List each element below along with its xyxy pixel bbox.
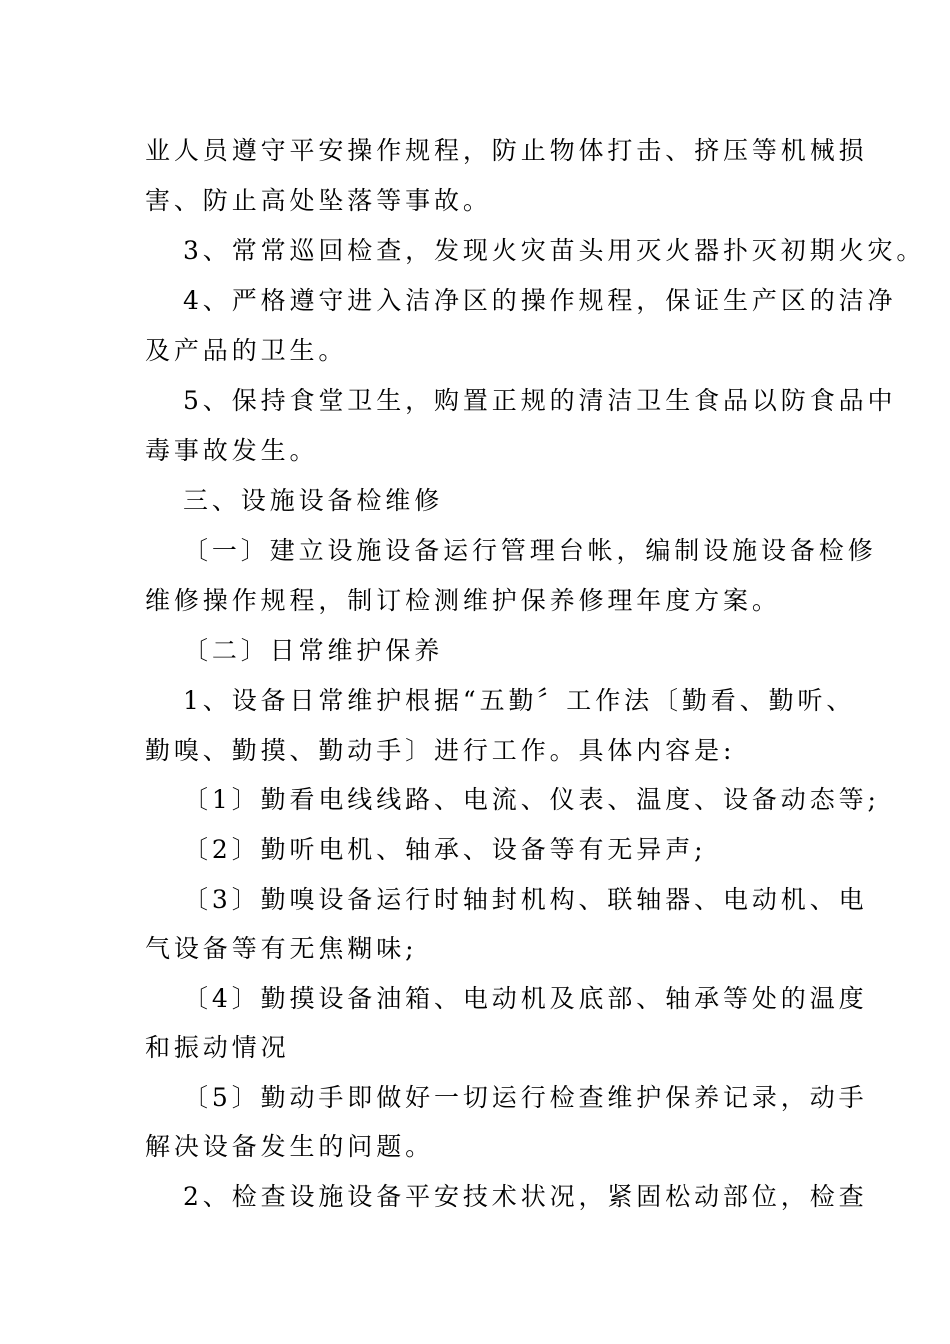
text-line: 〔3〕勤嗅设备运行时轴封机构、联轴器、电动机、电 [183, 885, 868, 914]
text-line: 业人员遵守平安操作规程，防止物体打击、挤压等机械损 [145, 136, 868, 165]
text-line: 〔一〕建立设施设备运行管理台帐，编制设施设备检修 [183, 536, 877, 565]
text-line: 〔5〕勤动手即做好一切运行检查维护保养记录，动手 [183, 1083, 868, 1112]
text-line: 〔4〕勤摸设备油箱、电动机及底部、轴承等处的温度 [183, 984, 868, 1013]
text-line: 〔1〕勤看电线线路、电流、仪表、温度、设备动态等; [183, 785, 880, 814]
text-line: 维修操作规程，制订检测维护保养修理年度方案。 [145, 586, 781, 615]
text-line: 气设备等有无焦糊味; [145, 934, 418, 963]
text-line: 和振动情况 [145, 1033, 290, 1062]
subsection-heading: 〔二〕日常维护保养 [183, 636, 444, 665]
text-line: 勤嗅、勤摸、勤动手〕进行工作。具体内容是: [145, 736, 736, 765]
text-line: 〔2〕勤听电机、轴承、设备等有无异声; [183, 835, 707, 864]
text-line: 毒事故发生。 [145, 436, 319, 465]
section-heading: 三、设施设备检维修 [183, 486, 444, 515]
text-line: 及产品的卫生。 [145, 336, 348, 365]
text-line: 害、防止高处坠落等事故。 [145, 186, 492, 215]
text-line: 1、设备日常维护根据“五勤〞工作法〔勤看、勤听、 [183, 686, 856, 715]
text-line: 2、检查设施设备平安技术状况，紧固松动部位，检查 [183, 1182, 868, 1211]
text-line: 5、保持食堂卫生，购置正规的清洁卫生食品以防食品中 [183, 386, 897, 415]
text-line: 3、常常巡回检查，发现火灾苗头用灭火器扑灭初期火灾。 [183, 236, 926, 265]
text-line: 解决设备发生的问题。 [145, 1132, 435, 1161]
text-line: 4、严格遵守进入洁净区的操作规程，保证生产区的洁净 [183, 286, 897, 315]
